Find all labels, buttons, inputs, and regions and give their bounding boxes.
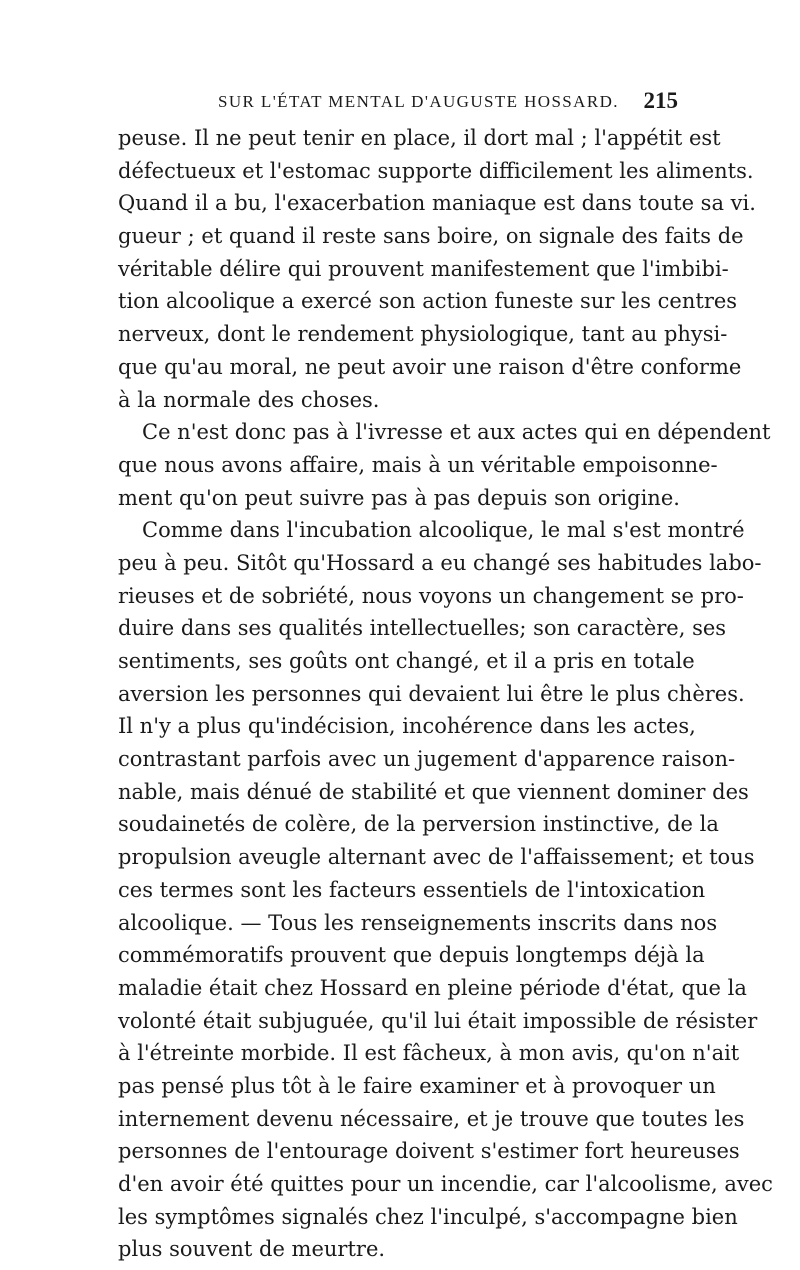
- text-line: à la normale des choses.: [118, 387, 380, 412]
- text-line: aversion les personnes qui devaient lui être le plus chères.: [118, 681, 745, 706]
- text-line: plus souvent de meurtre.: [118, 1237, 386, 1262]
- text-line: d'en avoir été quittes pour un incendie, car l'alcoolisme, avec: [118, 1172, 773, 1196]
- text-line: alcoolique. — Tous les renseignements inscrits dans nos: [118, 910, 718, 935]
- text-line: volonté était subjuguée, qu'il lui était impossible de résister: [118, 1008, 758, 1033]
- running-title: SUR L'ÉTAT MENTAL D'AUGUSTE HOSSARD.: [218, 92, 619, 111]
- text-line: propulsion aveugle alternant avec de l'affaissement; et tous: [118, 845, 755, 870]
- text-line: que qu'au moral, ne peut avoir une raison d'être conforme: [118, 354, 742, 379]
- page-number: 215: [643, 88, 678, 113]
- text-line: tion alcoolique a exercé son action funeste sur les centres: [118, 289, 738, 314]
- text-line: les symptômes signalés chez l'inculpé, s'accompagne bien: [118, 1204, 738, 1229]
- text-line: peu à peu. Sitôt qu'Hossard a eu changé ses habitudes labo-: [118, 550, 762, 575]
- text-line: rieuses et de sobriété, nous voyons un changement se pro-: [118, 583, 744, 608]
- text-line: maladie était chez Hossard en pleine période d'état, que la: [118, 975, 747, 1000]
- running-head: [130, 88, 680, 118]
- paragraph-first-line: Ce n'est donc pas à l'ivresse et aux actes qui en dépendent: [142, 420, 771, 445]
- text-line: contrastant parfois avec un jugement d'apparence raison-: [118, 747, 736, 772]
- text-line: Il n'y a plus qu'indécision, incohérence dans les actes,: [118, 714, 696, 739]
- text-line: personnes de l'entourage doivent s'estimer fort heureuses: [118, 1139, 740, 1164]
- text-line: nerveux, dont le rendement physiologique, tant au physi-: [118, 322, 728, 347]
- text-line: internement devenu nécessaire, et je trouve que toutes les: [118, 1106, 745, 1131]
- body-text: [118, 122, 773, 1266]
- text-line: nable, mais dénué de stabilité et que viennent dominer des: [118, 779, 749, 804]
- text-line: sentiments, ses goûts ont changé, et il a pris en totale: [118, 649, 695, 673]
- text-line: que nous avons affaire, mais à un véritable empoisonne-: [118, 452, 718, 477]
- text-line: ment qu'on peut suivre pas à pas depuis son origine.: [118, 485, 680, 510]
- text-line: à l'étreinte morbide. Il est fâcheux, à mon avis, qu'on n'ait: [118, 1041, 740, 1066]
- text-line: soudainetés de colère, de la perversion instinctive, de la: [118, 812, 719, 837]
- text-line: véritable délire qui prouvent manifestement que l'imbibi-: [118, 256, 729, 281]
- text-line: Quand il a bu, l'exacerbation maniaque est dans toute sa vi.: [118, 191, 756, 216]
- text-line: peuse. Il ne peut tenir en place, il dort mal ; l'appétit est: [118, 126, 721, 150]
- paragraph-first-line: Comme dans l'incubation alcoolique, le mal s'est montré: [142, 518, 745, 543]
- text-line: commémoratifs prouvent que depuis longtemps déjà la: [118, 943, 705, 968]
- text-line: pas pensé plus tôt à le faire examiner et à provoquer un: [118, 1073, 716, 1098]
- text-line: duire dans ses qualités intellectuelles; son caractère, ses: [118, 616, 727, 641]
- text-line: gueur ; et quand il reste sans boire, on signale des faits de: [118, 224, 744, 249]
- text-line: défectueux et l'estomac supporte difficilement les aliments.: [118, 158, 754, 183]
- text-line: ces termes sont les facteurs essentiels de l'intoxication: [118, 877, 706, 902]
